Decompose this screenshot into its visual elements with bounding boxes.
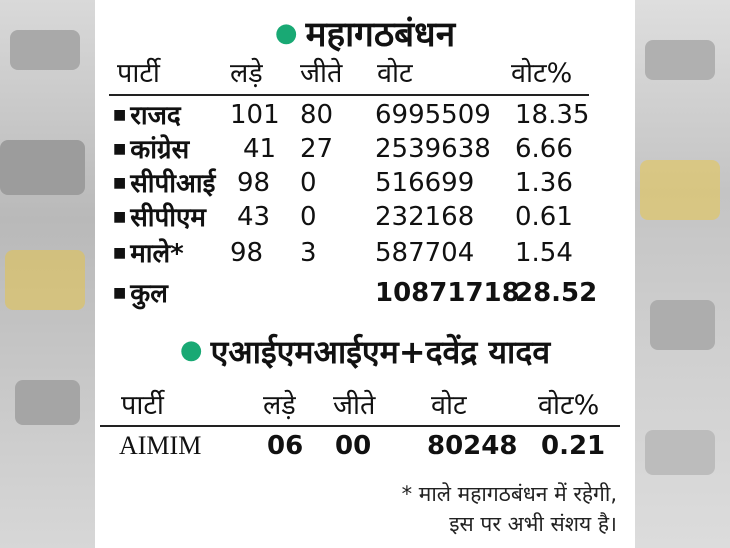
table-row — [95, 235, 635, 271]
total-votes: 10871718 — [375, 278, 520, 308]
alliance-title — [95, 10, 635, 57]
party-name: ■ कांग्रेस — [113, 135, 190, 165]
header-divider — [100, 425, 620, 427]
fought-value: 98 — [230, 238, 264, 268]
col-votes: वोट — [377, 58, 413, 89]
pct-value: 0.61 — [515, 202, 573, 232]
col-fought: लड़े — [230, 58, 263, 89]
table-header — [95, 56, 635, 92]
background-left — [0, 0, 95, 548]
pct-value: 0.21 — [541, 431, 606, 461]
col-party: पार्टी — [117, 58, 160, 89]
fought-value: 41 — [243, 134, 277, 164]
fought-value: 06 — [267, 431, 304, 461]
col-won: जीते — [300, 58, 343, 89]
aimim-title-text: एआईएमआईएम+दवेंद्र यादव — [210, 333, 551, 371]
votes-value: 80248 — [427, 431, 518, 461]
bullet-dot-icon: ● — [274, 18, 298, 48]
votes-value: 516699 — [375, 168, 475, 198]
col-fought: लड़े — [263, 390, 296, 421]
party-name: AIMIM — [119, 431, 202, 460]
table-row — [95, 428, 635, 464]
footnote-line-2: इस पर अभी संशय है। — [449, 512, 617, 536]
header-divider — [109, 94, 589, 96]
col-votes: वोट — [431, 390, 467, 421]
col-party: पार्टी — [121, 390, 164, 421]
won-value: 3 — [300, 238, 317, 268]
table-row — [95, 131, 635, 167]
pct-value: 18.35 — [515, 100, 590, 130]
party-name: ■ राजद — [113, 101, 181, 131]
votes-value: 587704 — [375, 238, 475, 268]
won-value: 0 — [300, 168, 317, 198]
table-row — [95, 199, 635, 235]
fought-value: 98 — [237, 168, 271, 198]
won-value: 80 — [300, 100, 334, 130]
votes-value: 2539638 — [375, 134, 491, 164]
fought-value: 101 — [230, 100, 280, 130]
table-row — [95, 97, 635, 133]
col-vote-pct: वोट% — [538, 390, 600, 421]
footnote-line-1: * माले महागठबंधन में रहेगी, — [401, 482, 617, 506]
won-value: 00 — [335, 431, 372, 461]
votes-value: 232168 — [375, 202, 475, 232]
party-name: ■ सीपीआई — [113, 169, 216, 199]
votes-value: 6995509 — [375, 100, 491, 130]
total-row — [95, 275, 635, 311]
won-value: 27 — [300, 134, 334, 164]
total-pct: 28.52 — [515, 278, 598, 308]
bullet-dot-icon: ● — [179, 335, 203, 365]
pct-value: 1.54 — [515, 238, 573, 268]
party-name: ■ सीपीएम — [113, 203, 206, 233]
pct-value: 6.66 — [515, 134, 573, 164]
col-vote-pct: वोट% — [511, 58, 573, 89]
pct-value: 1.36 — [515, 168, 573, 198]
party-name: ■ माले* — [113, 239, 184, 269]
results-card — [95, 0, 635, 548]
fought-value: 43 — [237, 202, 271, 232]
table-header — [95, 388, 635, 424]
table-row — [95, 165, 635, 201]
col-won: जीते — [333, 390, 376, 421]
total-label: ■ कुल — [113, 279, 168, 309]
background-right — [635, 0, 730, 548]
won-value: 0 — [300, 202, 317, 232]
alliance-title-text: महागठबंधन — [305, 15, 456, 55]
aimim-title — [95, 330, 635, 373]
